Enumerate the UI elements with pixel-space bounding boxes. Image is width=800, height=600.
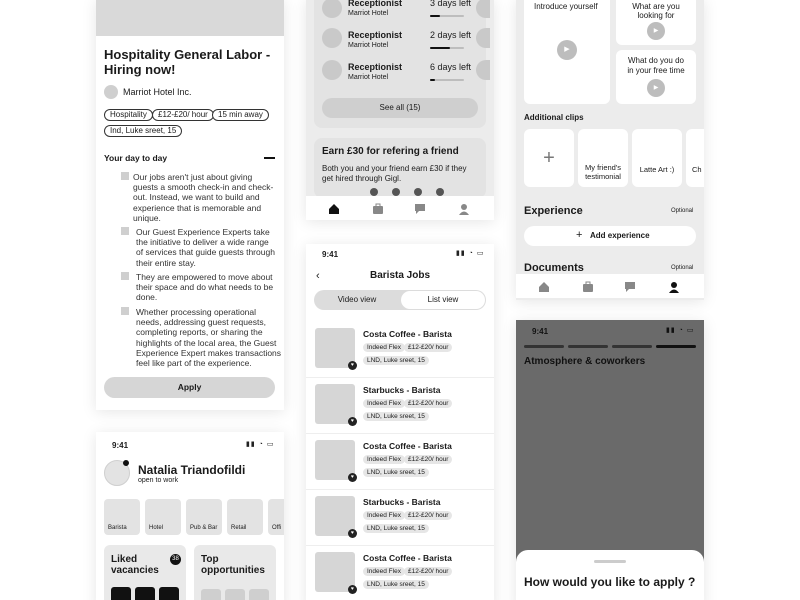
company-avatar bbox=[104, 85, 118, 99]
category-card-retail[interactable] bbox=[227, 499, 263, 535]
status-icons: ▮▮ ◔ ▭ bbox=[666, 327, 695, 334]
application-company: Marriot Hotel bbox=[348, 74, 389, 81]
intro-label: Introduce yourself bbox=[534, 2, 598, 11]
bottom-nav bbox=[306, 196, 494, 220]
bottom-nav bbox=[516, 274, 704, 298]
job-row[interactable] bbox=[306, 546, 494, 600]
application-days: 3 days left bbox=[430, 0, 472, 8]
category-card-barista[interactable] bbox=[104, 499, 140, 535]
job-pay: £12-£20/ hour bbox=[404, 567, 452, 576]
job-source: Indeed Flex bbox=[363, 511, 405, 520]
job-cover-image bbox=[96, 0, 284, 36]
job-address: LND, Luke sreet, 15 bbox=[363, 412, 429, 421]
job-title: Starbucks - Barista bbox=[363, 497, 441, 507]
apply-screen bbox=[516, 320, 704, 600]
job-row[interactable] bbox=[306, 378, 494, 434]
deadline-progress-fill bbox=[430, 47, 450, 49]
application-title: Receptionist bbox=[348, 30, 403, 40]
application-title: Receptionist bbox=[348, 62, 403, 72]
next-avatar bbox=[476, 0, 490, 18]
job-source: Indeed Flex bbox=[363, 399, 405, 408]
application-avatar bbox=[322, 60, 342, 80]
job-detail-screen bbox=[96, 0, 284, 410]
add-clip-card[interactable]: + bbox=[524, 129, 574, 187]
free-label-2: in your free time bbox=[627, 66, 685, 75]
jobs-list bbox=[306, 322, 494, 600]
liked-count-badge bbox=[170, 554, 181, 565]
chat-icon[interactable] bbox=[414, 202, 426, 214]
looking-label: What are you bbox=[632, 2, 680, 11]
tag-category: Hospitality bbox=[104, 109, 153, 121]
application-days: 6 days left bbox=[430, 62, 472, 72]
top-opportunities-card[interactable] bbox=[194, 545, 276, 600]
intro-video-card[interactable] bbox=[524, 0, 610, 104]
liked-title-2: vacancies bbox=[111, 565, 159, 576]
video-profile-screen bbox=[516, 0, 704, 300]
add-experience-label: Add experience bbox=[590, 231, 650, 240]
apply-button[interactable] bbox=[104, 377, 275, 398]
chat-icon[interactable] bbox=[624, 280, 636, 292]
application-days: 2 days left bbox=[430, 30, 472, 40]
job-title: Costa Coffee - Barista bbox=[363, 329, 452, 339]
job-pay: £12-£20/ hour bbox=[404, 399, 452, 408]
clip-card[interactable] bbox=[632, 129, 682, 187]
page-title: Barista Jobs bbox=[369, 270, 431, 281]
additional-clips-title: Additional clips bbox=[524, 113, 584, 122]
liked-thumb[interactable] bbox=[111, 587, 131, 600]
liked-thumb[interactable] bbox=[159, 587, 179, 600]
job-address: LND, Luke sreet, 15 bbox=[363, 580, 429, 589]
paragraph: They are empowered to move about their space and do what needs to be done. bbox=[136, 272, 274, 303]
job-pay: £12-£20/ hour bbox=[404, 511, 452, 520]
checkbox[interactable] bbox=[121, 172, 129, 180]
tag-distance: 15 min away bbox=[212, 109, 269, 121]
paragraph: Whether processing operational needs, addressing guest requests, completing reports, or sharing the highlights of the local area, the Guest Experience Expert makes transactions feel like part of the experience. bbox=[136, 307, 282, 369]
tag-pay: £12-£20/ hour bbox=[152, 109, 214, 121]
category-label: Offi bbox=[272, 525, 282, 531]
play-icon[interactable]: ▶ bbox=[647, 79, 665, 97]
referral-card[interactable] bbox=[314, 138, 486, 198]
heart-icon[interactable]: ♥ bbox=[348, 529, 357, 538]
paragraph: Our jobs aren't just about giving guests a smooth check-in and check- out. Instead, we want to build and experience that is memorable and unique. bbox=[133, 172, 274, 223]
referral-text: Both you and your friend earn £30 if they bbox=[322, 164, 467, 173]
referral-title: Earn £30 for refering a friend bbox=[322, 146, 459, 157]
deadline-progress-track bbox=[430, 79, 464, 81]
experience-title: Experience bbox=[524, 205, 583, 217]
liked-thumb[interactable] bbox=[135, 587, 155, 600]
tab-label: List view bbox=[427, 295, 459, 304]
job-title: Costa Coffee - Barista bbox=[363, 553, 452, 563]
job-row[interactable] bbox=[306, 322, 494, 378]
play-icon[interactable]: ▶ bbox=[557, 40, 577, 60]
status-icons: ▮▮ ◔ ▭ bbox=[456, 250, 485, 257]
next-avatar bbox=[476, 28, 490, 48]
next-avatar bbox=[476, 60, 490, 80]
tab-video-view[interactable] bbox=[314, 290, 400, 310]
collapse-icon[interactable] bbox=[264, 157, 275, 159]
clip-label-2: testimonial bbox=[585, 172, 621, 181]
home-icon[interactable] bbox=[328, 202, 340, 214]
tab-list-view[interactable] bbox=[401, 291, 485, 309]
applications-screen bbox=[306, 0, 494, 220]
checkbox[interactable] bbox=[121, 272, 129, 280]
top-title-2: opportunities bbox=[201, 565, 265, 576]
view-toggle bbox=[314, 290, 486, 310]
application-company: Marriot Hotel bbox=[348, 42, 389, 49]
clip-card[interactable] bbox=[578, 129, 628, 187]
clip-card[interactable] bbox=[686, 129, 704, 187]
job-title: Starbucks - Barista bbox=[363, 385, 441, 395]
job-row[interactable] bbox=[306, 434, 494, 490]
progress-segment bbox=[524, 345, 564, 348]
briefcase-icon[interactable] bbox=[372, 202, 384, 214]
status-icons: ▮▮ ◔ ▭ bbox=[246, 441, 275, 448]
application-row[interactable] bbox=[314, 60, 486, 90]
status-time: 9:41 bbox=[112, 441, 129, 450]
experience-optional: Optional bbox=[671, 208, 694, 214]
status-time: 9:41 bbox=[532, 327, 549, 336]
story-progress bbox=[524, 345, 696, 348]
profile-icon[interactable] bbox=[668, 280, 680, 292]
category-label: Pub & Bar bbox=[190, 525, 218, 531]
tag-address: Ind, Luke sreet, 15 bbox=[104, 125, 182, 137]
job-source: Indeed Flex bbox=[363, 343, 405, 352]
looking-for-card[interactable] bbox=[616, 0, 696, 45]
application-avatar bbox=[322, 28, 342, 48]
job-address: LND, Luke sreet, 15 bbox=[363, 524, 429, 533]
referral-text-2: get hired through Gigl. bbox=[322, 174, 402, 183]
documents-title: Documents bbox=[524, 262, 584, 274]
tab-label: Video view bbox=[337, 295, 377, 304]
job-title-line2: Hiring now! bbox=[104, 62, 176, 77]
job-title: Costa Coffee - Barista bbox=[363, 441, 452, 451]
back-icon[interactable]: ‹ bbox=[316, 270, 320, 282]
top-thumb[interactable] bbox=[225, 589, 245, 600]
home-screen bbox=[96, 432, 284, 600]
application-row[interactable] bbox=[314, 0, 486, 28]
job-source: Indeed Flex bbox=[363, 567, 405, 576]
documents-optional: Optional bbox=[671, 265, 694, 271]
progress-segment bbox=[612, 345, 652, 348]
heart-icon[interactable]: ♥ bbox=[348, 585, 357, 594]
job-pay: £12-£20/ hour bbox=[404, 343, 452, 352]
free-time-card[interactable] bbox=[616, 50, 696, 104]
online-dot bbox=[123, 460, 129, 466]
company-name: Marriot Hotel Inc. bbox=[123, 87, 192, 97]
see-all-label: See all (15) bbox=[379, 103, 421, 112]
section-title: Your day to day bbox=[104, 153, 168, 163]
top-thumb[interactable] bbox=[249, 589, 269, 600]
barista-jobs-screen bbox=[306, 244, 494, 600]
home-icon[interactable] bbox=[538, 280, 550, 292]
deadline-progress-fill bbox=[430, 79, 435, 81]
job-address: LND, Luke sreet, 15 bbox=[363, 356, 429, 365]
application-title: Receptionist bbox=[348, 0, 403, 8]
clip-label: Latte Art :) bbox=[639, 165, 675, 174]
add-experience-button[interactable] bbox=[524, 226, 696, 246]
job-pay: £12-£20/ hour bbox=[404, 455, 452, 464]
job-address: LND, Luke sreet, 15 bbox=[363, 468, 429, 477]
job-source: Indeed Flex bbox=[363, 455, 405, 464]
top-title: Top bbox=[201, 554, 219, 565]
deadline-progress-track bbox=[430, 15, 464, 17]
story-title: Atmosphere & coworkers bbox=[524, 356, 646, 367]
paragraph: Our Guest Experience Experts take the initiative to deliver a wide range of services that guide guests through their entire stay. bbox=[136, 227, 275, 268]
apply-sheet bbox=[516, 550, 704, 600]
liked-vacancies-card[interactable] bbox=[104, 545, 186, 600]
sheet-title: How would you like to apply ? bbox=[524, 575, 696, 589]
checkbox[interactable] bbox=[121, 307, 129, 315]
progress-segment bbox=[568, 345, 608, 348]
profile-status: open to work bbox=[138, 477, 179, 484]
category-label: Hotel bbox=[149, 525, 164, 531]
top-thumb[interactable] bbox=[201, 589, 221, 600]
category-label: Barista bbox=[108, 525, 127, 531]
job-title-line1: Hospitality General Labor - bbox=[104, 47, 271, 62]
play-icon[interactable]: ▶ bbox=[647, 22, 665, 40]
apply-label: Apply bbox=[177, 382, 202, 392]
see-all-button[interactable] bbox=[322, 98, 478, 118]
clip-label: Ch bbox=[692, 165, 702, 174]
deadline-progress-track bbox=[430, 47, 464, 49]
profile-name: Natalia Triandofildi bbox=[138, 463, 246, 477]
application-avatar bbox=[322, 0, 342, 18]
category-card-pub[interactable] bbox=[186, 499, 222, 535]
clip-label: My friend's bbox=[584, 163, 622, 172]
briefcase-icon[interactable] bbox=[582, 280, 594, 292]
looking-label-2: looking for bbox=[637, 11, 675, 20]
application-company: Marriot Hotel bbox=[348, 10, 389, 17]
liked-count: 38 bbox=[172, 556, 179, 562]
profile-icon[interactable] bbox=[458, 202, 470, 214]
free-label: What do you do bbox=[627, 56, 685, 65]
plus-icon: + bbox=[576, 229, 583, 241]
category-card-hotel[interactable] bbox=[145, 499, 181, 535]
heart-icon[interactable]: ♥ bbox=[348, 473, 357, 482]
heart-icon[interactable]: ♥ bbox=[348, 361, 357, 370]
category-label: Retail bbox=[231, 525, 247, 531]
deadline-progress-fill bbox=[430, 15, 440, 17]
liked-title: Liked bbox=[111, 554, 138, 565]
progress-segment bbox=[656, 345, 696, 348]
checkbox[interactable] bbox=[121, 227, 129, 235]
category-card-office[interactable] bbox=[268, 499, 284, 535]
sheet-handle[interactable] bbox=[594, 560, 626, 563]
applications-card bbox=[314, 0, 486, 128]
heart-icon[interactable]: ♥ bbox=[348, 417, 357, 426]
job-row[interactable] bbox=[306, 490, 494, 546]
status-time: 9:41 bbox=[322, 250, 339, 259]
application-row[interactable] bbox=[314, 28, 486, 58]
